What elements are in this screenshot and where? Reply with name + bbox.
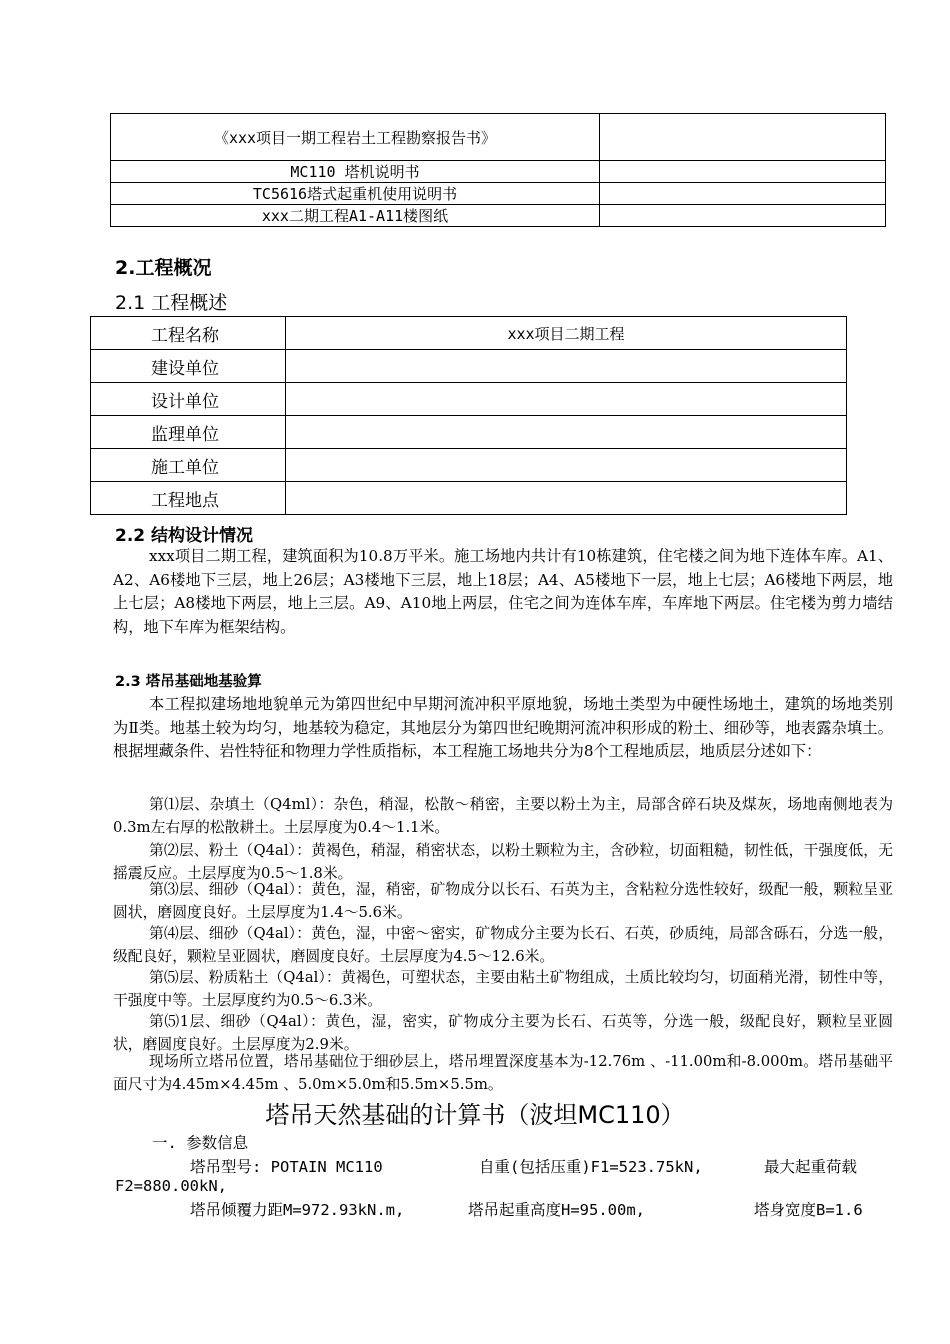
info-value xyxy=(286,449,847,482)
reference-note-cell xyxy=(600,114,886,161)
reference-note-cell xyxy=(600,161,886,183)
tower-crane-foundation-summary: 现场所立塔吊位置，塔吊基础位于细砂层上，塔吊埋置深度基本为-12.76m 、-11.00m和-8.000m。塔吊基础平面尺寸为4.45m×4.45m 、5.0m×5.0m和5.5m×5.5m。 xyxy=(113,1053,893,1093)
calculation-title: 塔吊天然基础的计算书（波坦MC110） xyxy=(265,1101,685,1129)
info-value xyxy=(286,416,847,449)
section-2-1-heading: 2.1 工程概述 xyxy=(115,292,228,314)
parameter-heading: 一. 参数信息 xyxy=(152,1134,249,1152)
crane-self-weight: 自重(包括压重)F1=523.75kN, xyxy=(479,1158,703,1176)
soil-layer-1: 第⑴层、杂填土（Q4ml）：杂色，稍湿，松散～稍密，主要以粉土为主，局部含碎石块及煤灰，场地南侧地表为0.3m左右厚的松散耕土。土层厚度为0.4～1.1米。 xyxy=(113,796,893,836)
table-row xyxy=(91,383,847,416)
site-geology-intro: 本工程拟建场地地貌单元为第四世纪中早期河流冲积平原地貌，场地土类型为中硬性场地土，建筑的场地类别为Ⅱ类。地基土较为均匀，地基较为稳定，其地层分为第四世纪晚期河流冲积形成的粉土、细砂等，地表露杂填土。根据埋藏条件、岩性特征和物理力学性质指标，本工程施工场地共分为8个工程地质层，地质层分述如下： xyxy=(113,695,893,760)
info-value xyxy=(286,383,847,416)
reference-name-cell: TC5616塔式起重机使用说明书 xyxy=(111,183,600,205)
soil-layer-4: 第⑷层、细砂（Q4al）：黄色，湿，中密～密实，矿物成分主要为长石、石英，砂质纯，局部含砾石，分选一般，级配良好，颗粒呈亚圆状，磨圆度良好。土层厚度为4.5～12.6米。 xyxy=(113,925,893,965)
section-2-heading: 2.工程概况 xyxy=(115,257,212,279)
table-row xyxy=(111,114,886,161)
info-label: 设计单位 xyxy=(91,383,286,416)
soil-layer-2: 第⑵层、粉土（Q4al）：黄褐色，稍湿，稍密状态，以粉土颗粒为主，含砂粒，切面粗糙，韧性低，干强度低，无摇震反应。土层厚度为0.5～1.8米。 xyxy=(113,842,893,882)
lifting-height: 塔吊起重高度H=95.00m, xyxy=(468,1201,645,1219)
info-label: 施工单位 xyxy=(91,449,286,482)
max-lifting-load-label: 最大起重荷载 xyxy=(764,1158,858,1176)
info-label: 建设单位 xyxy=(91,350,286,383)
table-row xyxy=(91,416,847,449)
max-lifting-load-value: F2=880.00kN, xyxy=(115,1177,227,1195)
info-value: xxx项目二期工程 xyxy=(286,317,847,350)
table-row xyxy=(111,205,886,227)
table-row xyxy=(91,317,847,350)
soil-layer-5-1: 第⑸1层、细砂（Q4al）：黄色，湿，密实，矿物成分主要为长石、石英等，分选一般，级配良好，颗粒呈亚圆状，磨圆度良好。土层厚度为2.9米。 xyxy=(113,1013,893,1053)
reference-note-cell xyxy=(600,183,886,205)
reference-name-cell: xxx二期工程A1-A11楼图纸 xyxy=(111,205,600,227)
tower-width: 塔身宽度B=1.6 xyxy=(754,1201,863,1219)
reference-note-cell xyxy=(600,205,886,227)
info-label: 监理单位 xyxy=(91,416,286,449)
soil-layer-3: 第⑶层、细砂（Q4al）：黄色，湿，稍密，矿物成分以长石、石英为主，含粘粒分选性较好，级配一般，颗粒呈亚圆状，磨圆度良好。土层厚度为1.4～5.6米。 xyxy=(113,881,893,921)
info-label: 工程地点 xyxy=(91,482,286,515)
crane-model: 塔吊型号: POTAIN MC110 xyxy=(190,1158,383,1176)
reference-name-cell: 《xxx项目一期工程岩土工程勘察报告书》 xyxy=(111,114,600,161)
section-2-2-heading: 2.2 结构设计情况 xyxy=(115,526,254,546)
info-label: 工程名称 xyxy=(91,317,286,350)
table-row xyxy=(91,350,847,383)
reference-name-cell: MC110 塔机说明书 xyxy=(111,161,600,183)
overturning-moment: 塔吊倾覆力距M=972.93kN.m, xyxy=(190,1201,405,1219)
section-2-3-heading: 2.3 塔吊基础地基验算 xyxy=(115,674,262,690)
table-row xyxy=(111,183,886,205)
soil-layer-5: 第⑸层、粉质粘土（Q4al）：黄褐色，可塑状态，主要由粘土矿物组成，土质比较均匀，切面稍光滑，韧性中等，干强度中等。土层厚度约为0.5～6.3米。 xyxy=(113,969,893,1009)
table-row xyxy=(91,482,847,515)
table-row xyxy=(91,449,847,482)
info-value xyxy=(286,350,847,383)
reference-documents-table xyxy=(110,113,886,227)
table-row xyxy=(111,161,886,183)
project-info-table xyxy=(90,316,847,515)
structure-description: xxx项目二期工程，建筑面积为10.8万平米。施工场地内共计有10栋建筑，住宅楼之间为地下连体车库。A1、A2、A6楼地下三层，地上26层；A3楼地下三层，地上18层；A4、A5楼地下一层，地上七层；A6楼地下两层，地上七层；A8楼地下两层，地上三层。A9、A10地上两层，住宅之间为连体车库，车库地下两层。住宅楼为剪力墙结构，地下车库为框架结构。 xyxy=(113,547,893,636)
info-value xyxy=(286,482,847,515)
